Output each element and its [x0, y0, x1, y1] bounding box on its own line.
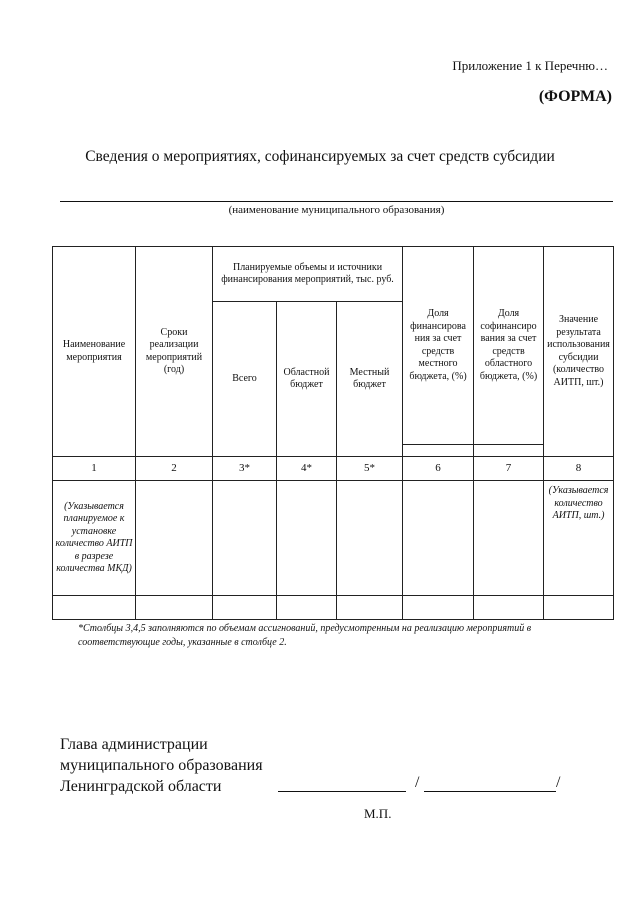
- signature-slash-left: /: [415, 774, 420, 791]
- header-local-share: Доля финансирова ния за счет средств местного бюджета, (%): [403, 247, 474, 445]
- col-number: 3*: [213, 457, 277, 481]
- municipality-line: [60, 201, 613, 202]
- col-number: 4*: [277, 457, 337, 481]
- form-label: (ФОРМА): [538, 88, 612, 105]
- signature-slash-right: /: [556, 774, 561, 791]
- signature-title-1: Глава администрации: [60, 736, 208, 753]
- table-cell: [337, 481, 403, 596]
- header-result: Значение результата использования субсидии (количество АИТП, шт.): [544, 247, 614, 457]
- stamp-place: М.П.: [364, 806, 392, 821]
- table-cell: [277, 596, 337, 620]
- table-cell: [136, 481, 213, 596]
- col-number: 6: [403, 457, 474, 481]
- spacer-cell: [403, 445, 474, 457]
- table-cell: [474, 481, 544, 596]
- col-number: 1: [53, 457, 136, 481]
- measures-table: [52, 246, 614, 620]
- table-cell: [277, 481, 337, 596]
- col-number: 2: [136, 457, 213, 481]
- name-line: [424, 791, 556, 792]
- col-number: 8: [544, 457, 614, 481]
- table-cell: [213, 481, 277, 596]
- header-regional: Областной бюджет: [277, 302, 337, 457]
- header-name: Наименование мероприятия: [53, 247, 136, 457]
- signature-title-2: муниципального образования: [60, 757, 263, 774]
- header-planned: Планируемые объемы и источники финансирования мероприятий, тыс. руб.: [213, 247, 403, 302]
- table-cell: [544, 596, 614, 620]
- header-total: Всего: [213, 302, 277, 457]
- signature-title-3: Ленинградской области: [60, 778, 222, 795]
- table-cell: [213, 596, 277, 620]
- header-regional-share: Доля софинансиро вания за счет средств областного бюджета, (%): [474, 247, 544, 445]
- spacer-cell: [474, 445, 544, 457]
- table-cell: [136, 596, 213, 620]
- appendix-note: Приложение 1 к Перечню…: [452, 58, 608, 73]
- header-terms: Сроки реализации мероприятий (год): [136, 247, 213, 457]
- table-cell: [403, 481, 474, 596]
- header-local: Местный бюджет: [337, 302, 403, 457]
- signature-line: [278, 791, 406, 792]
- footnote: *Столбцы 3,4,5 заполняются по объемам ассигнований, предусмотренным на реализацию мероприятий в соответствующие годы, указанные в столбце 2.: [78, 623, 532, 648]
- document-title: Сведения о мероприятиях, софинансируемых за счет средств субсидии: [85, 148, 555, 165]
- table-cell: [474, 596, 544, 620]
- table-cell: [337, 596, 403, 620]
- row-name-hint: (Указывается планируемое к установке количество АИТП в разрезе количества МКД): [53, 481, 136, 596]
- table-cell: [53, 596, 136, 620]
- col-number: 5*: [337, 457, 403, 481]
- municipality-caption: (наименование муниципального образования): [228, 204, 445, 216]
- table-cell: [403, 596, 474, 620]
- row-result-hint: (Указывается количество АИТП, шт.): [544, 481, 614, 596]
- col-number: 7: [474, 457, 544, 481]
